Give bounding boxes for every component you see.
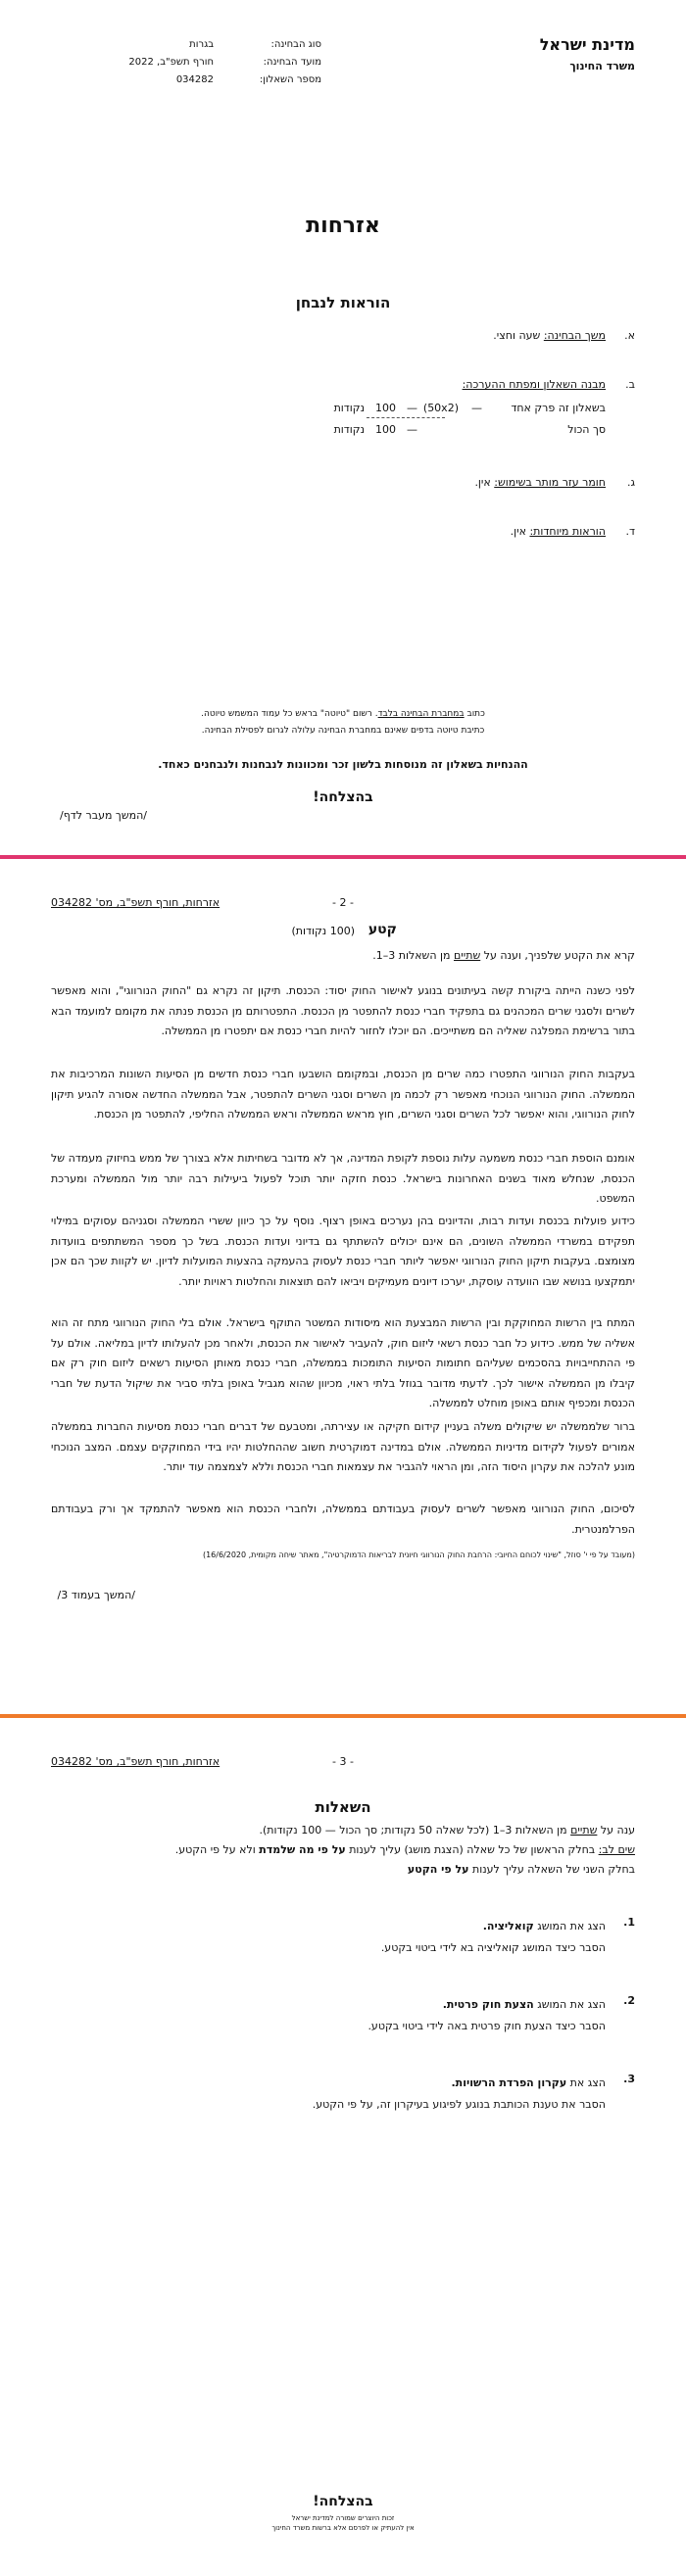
question-2 <box>51 1994 635 2043</box>
instruction-letter: ב. <box>625 378 635 391</box>
meta-value: 034282 <box>175 74 214 85</box>
meta-label: מועד הבחינה: <box>263 57 321 68</box>
intro-text: בחלק השני של השאלה עליך לענות <box>471 1863 635 1876</box>
questions-intro-1 <box>51 1824 635 1837</box>
meta-row-number <box>96 74 321 92</box>
state-name: מדינת ישראל <box>539 35 635 54</box>
draft-note-1 <box>0 709 686 719</box>
page-header-text: אזרחות, חורף תשפ"ב, מס' 034282 <box>51 896 220 909</box>
passage-paragraph-6: ברור שלממשלה יש שיקולים משלה בעניין קידום חקיקה או עצירתה, ומטבעם של דברים חברי כנסת מסיעות החברות בממשלה אמורים לפעול לקידום מדיניות הממשלה. אולם במדינה דמוקרטית חשוב שההחלטות יהיו בידי המחוקקים עצמם. המצב הנוכחי מונע להלכה את עקרון היסוד הזה, ומן הראוי להגביר את עצמאות חברי הכנסת וללא לצמצמה עוד יותר. <box>51 1420 635 1473</box>
gender-note: ההנחיות בשאלון זה מנוסחות בלשון זכר ומכוונות לנבחנות ולנבחנים כאחד. <box>158 758 528 771</box>
section-points: (100 נקודות) <box>291 925 355 937</box>
question-text: הצג את המושג <box>537 1920 606 1932</box>
intro-text: ענה על <box>600 1824 635 1837</box>
continue-note: /המשך מעבר לדף/ <box>60 809 147 822</box>
question-concept: קואליציה. <box>482 1920 534 1932</box>
good-luck: בהצלחה! <box>313 789 373 805</box>
meta-value: בגרות <box>189 39 214 50</box>
intro-text: ולא על פי הקטע. <box>174 1843 256 1856</box>
structure-row-total <box>272 423 606 441</box>
instruction-label: משך הבחינה: <box>543 329 606 342</box>
intro-underline: שים לב: <box>598 1843 635 1856</box>
structure-dash: — <box>407 402 417 414</box>
intro-bold: על פי הקטע <box>407 1863 469 1876</box>
intro-text: מן השאלות 3–1 (לכל שאלה 50 נקודות; סך הכול — 100 נקודות). <box>259 1824 567 1837</box>
passage-paragraph-7: לסיכום, החוק הנורווגי מאפשר לשרים לעסוק בעבודתם בממשלה, ולחברי הכנסת הוא מאפשר להתמקד אך ורק בעבודתם הפרלמנטרית. <box>51 1503 635 1536</box>
instruction-body <box>57 378 606 391</box>
page-2 <box>0 859 686 1713</box>
meta-label: מספר השאלון: <box>259 74 321 85</box>
question-number: 3. <box>623 2073 635 2085</box>
instruction-c <box>47 476 635 496</box>
copyright-line-2: אין להעתיק או לפרסם אלא ברשות משרד החינוך <box>271 2524 415 2532</box>
question-concept: הצעת חוק פרטית. <box>442 1998 534 2011</box>
instruction-value: אין. <box>510 525 526 538</box>
instruction-a <box>47 329 635 349</box>
structure-part-label: סך הכול <box>567 423 606 436</box>
instruction-label: מבנה השאלון ומפתח ההערכה: <box>462 378 606 391</box>
copyright-line-1: זכות היוצרים שמורה למדינת ישראל <box>291 2514 395 2522</box>
structure-calc: (50x2) <box>422 402 459 414</box>
draft-note-a: כתוב <box>466 709 485 719</box>
question-number: 1. <box>623 1916 635 1929</box>
instruction-value: שעה וחצי. <box>493 329 541 342</box>
instruction-body <box>57 525 606 538</box>
draft-note-underline: במחברת הבחינה בלבד <box>377 709 465 719</box>
instruction-letter: א. <box>624 329 635 342</box>
source-citation: (מעובד על פי י' סוזל, "שינוי לכוחם החיובי: הרחבת החוק הנורווגי חיונית לבריאות הדמוקרטיה", מאתר שיחה מקומית, 16/6/2020) <box>202 1550 635 1559</box>
ministry-header <box>540 35 635 72</box>
questions-intro-3 <box>51 1863 635 1876</box>
good-luck: בהצלחה! <box>313 2494 373 2509</box>
question-body <box>57 1916 606 1959</box>
question-number: 2. <box>623 1994 635 2007</box>
passage-paragraph-2: בעקבות החוק הנורווגי התפטרו כמה שרים מן הכנסת, ובמקומם הושבעו חברי כנסת חדשים מן הסיעות השונות המרכיבות את הממשלה. החוק הנורווגי הנוכחי מאפשר רק לכמה מן השרים וסגני השרים להתפטר, אבל הממשלה החדשה אסורה להגיע תיקון לחוק הנורווגי, והוא יאפשר לכל השרים וסגני השרים, חוץ מראש הממשלה וראש הממשלה החליפי, להתפטר מן הכנסת. <box>51 1068 635 1121</box>
instruction-letter: ג. <box>626 476 635 489</box>
structure-divider <box>367 417 445 418</box>
structure-total: 100 <box>375 423 396 436</box>
question-body <box>57 2073 606 2116</box>
continue-note: /המשך בעמוד 3/ <box>57 1589 135 1601</box>
instruction-body <box>57 476 606 489</box>
page-number: - 3 - <box>332 1755 354 1768</box>
meta-row-date <box>96 57 321 74</box>
page-number: - 2 - <box>332 896 354 909</box>
section-intro <box>372 949 635 962</box>
passage-paragraph-3: אומנם הוספת חברי כנסת משמעה עלות נוספת לקופת המדינה, אך לא מדובר בשחיתות אלא בצורך של ממש בחיזוק מעמדה של הכנסת, שנחלש מאוד בשנים האחרונות בישראל. כנסת חזקה יותר תוכל לפעול ביעילות רבה יותר מול הממשלה ומערכת המשפט. <box>51 1152 635 1205</box>
question-line <box>57 1916 606 1937</box>
structure-part-label: בשאלון זה פרק אחד <box>511 402 606 414</box>
question-line: הסבר כיצד הצעת חוק פרטית באה לידי ביטוי בקטע. <box>368 2020 606 2032</box>
meta-row-type <box>96 39 321 57</box>
intro-underline: שתיים <box>570 1824 598 1837</box>
instruction-label: הוראות מיוחדות: <box>529 525 606 538</box>
structure-dash: — <box>407 423 417 436</box>
intro-underline: שתיים <box>454 949 481 962</box>
instruction-value: אין. <box>474 476 491 489</box>
instruction-body <box>57 329 606 342</box>
structure-unit: נקודות <box>333 402 365 414</box>
instructions-title: הוראות לנבחן <box>295 294 391 311</box>
passage-paragraph-1: לפני כשנה הייתה ביקורת קשה בעיתונים בנוגע לאישור החוק יסוד: הכנסת. תיקון זה נקרא גם "החוק הנורווגי", והוא מאפשר לשרים ולסגני שרים המכהנים גם בתפקיד חברי כנסת להתפטר מן הכנסת. התפטרותם מן הכנסת פנתה את מקומם למועמד הבא בתור ברשימת המפלגה שאליה הם משתייכים. הם יוכלו לחזור להיות חברי כנסת אם יתפטרו מן הממשלה. <box>51 984 635 1037</box>
question-body <box>57 1994 606 2037</box>
question-text: הצג את המושג <box>537 1998 606 2011</box>
structure-dash: — <box>471 402 482 414</box>
passage-paragraph-4: כידוע פועלות בכנסת ועדות רבות, והדיונים בהן נערכים באופן רצוף. נוסף על כך כיוון ששרי הממשלה וסגניהם עסוקים במילוי תפקידם במשרדי הממשלה השונים, הם אינם יכולים להשתתף גם בדיוני ועדות הכנסת. בשל כך מספר המשתתפים בוועדות מצומצם. בעקבות תיקון החוק הנורווגי יאפשר ליותר חברי כנסת לעסוק בהעמקה בהצעות המועלות לדיון. יש לקוות שכך הם אכן יתמקצעו בנושא שבו הוועדה עוסקת, יערכו דיונים מעמיקים ויביאו להם תוצאות והחלטות ראויות יותר. <box>51 1215 635 1288</box>
question-line <box>57 1994 606 2016</box>
structure-unit: נקודות <box>333 423 365 436</box>
instruction-label: חומר עזר מותר בשימוש: <box>494 476 606 489</box>
page-header-text: אזרחות, חורף תשפ"ב, מס' 034282 <box>51 1755 220 1768</box>
meta-value: חורף תשפ"ב, 2022 <box>128 57 214 68</box>
instruction-d <box>47 525 635 545</box>
question-3 <box>51 2073 635 2122</box>
passage-paragraph-5: המתח בין הרשות המחוקקת ובין הרשות המבצעת הוא מיסודות המשטר התוקף בישראל. אולם בלי החוק הנורווגי מתח זה הוא אשליה של ממש. כידוע כל חבר כנסת רשאי ליזום חוק, להעביר לאישור את הכנסת, ולאחר מכן להעלותו לדיון במליאה. אולם על פי ההתחייבויות בהסכמים שעליהם חתומות הסיעות התומכות בממשלה, חברי כנסת מאותן הסיעות רשאים ליזום חוק רק אם קיבלו מן הממשלה אישור לכך. לדעתי מדובר בגוזל בלתי ראוי, מכיוון שהוא מגביל באופן בלתי סביר את שיקול הדעת של חברי הכנסת ומכפיף אותם באופן מוחלט לממשלה. <box>51 1316 635 1409</box>
question-1 <box>51 1916 635 1965</box>
intro-text: בחלק הראשון של כל שאלה (הצגת מושג) עליך לענות <box>349 1843 596 1856</box>
meta-label: סוג הבחינה: <box>270 39 321 50</box>
page-1 <box>0 0 686 854</box>
intro-text: קרא את הקטע שלפניך, וענה על <box>483 949 635 962</box>
question-line: הסבר כיצד המושג קואליציה בא לידי ביטוי בקטע. <box>380 1941 606 1954</box>
ministry-name: משרד החינוך <box>569 60 635 72</box>
question-text: הצג את <box>569 2076 606 2089</box>
instruction-b <box>47 378 635 456</box>
structure-total: 100 <box>375 402 396 414</box>
draft-note-b: . רשום "טיוטה" בראש כל עמוד המשמש טיוטה. <box>201 709 378 719</box>
exam-title: אזרחות <box>306 214 380 238</box>
page-3 <box>0 1718 686 2576</box>
intro-text: מן השאלות 3–1. <box>372 949 451 962</box>
section-title: קטע <box>368 922 397 937</box>
intro-bold: על פי מה שלמדת <box>259 1843 346 1856</box>
exam-meta <box>96 39 321 92</box>
draft-note-2: כתיבת טיוטה בדפים שאינם במחברת הבחינה עלולה לגרום לפסילת הבחינה. <box>201 726 485 736</box>
questions-intro-2 <box>51 1843 635 1856</box>
instruction-letter: ד. <box>625 525 635 538</box>
questions-title: השאלות <box>315 1798 371 1816</box>
question-line: הסבר את טענת הכותבת בנוגע לפיגוע בעיקרון זה, על פי הקטע. <box>312 2098 606 2111</box>
question-line <box>57 2073 606 2094</box>
question-concept: עקרון הפרדת הרשויות. <box>451 2076 567 2089</box>
